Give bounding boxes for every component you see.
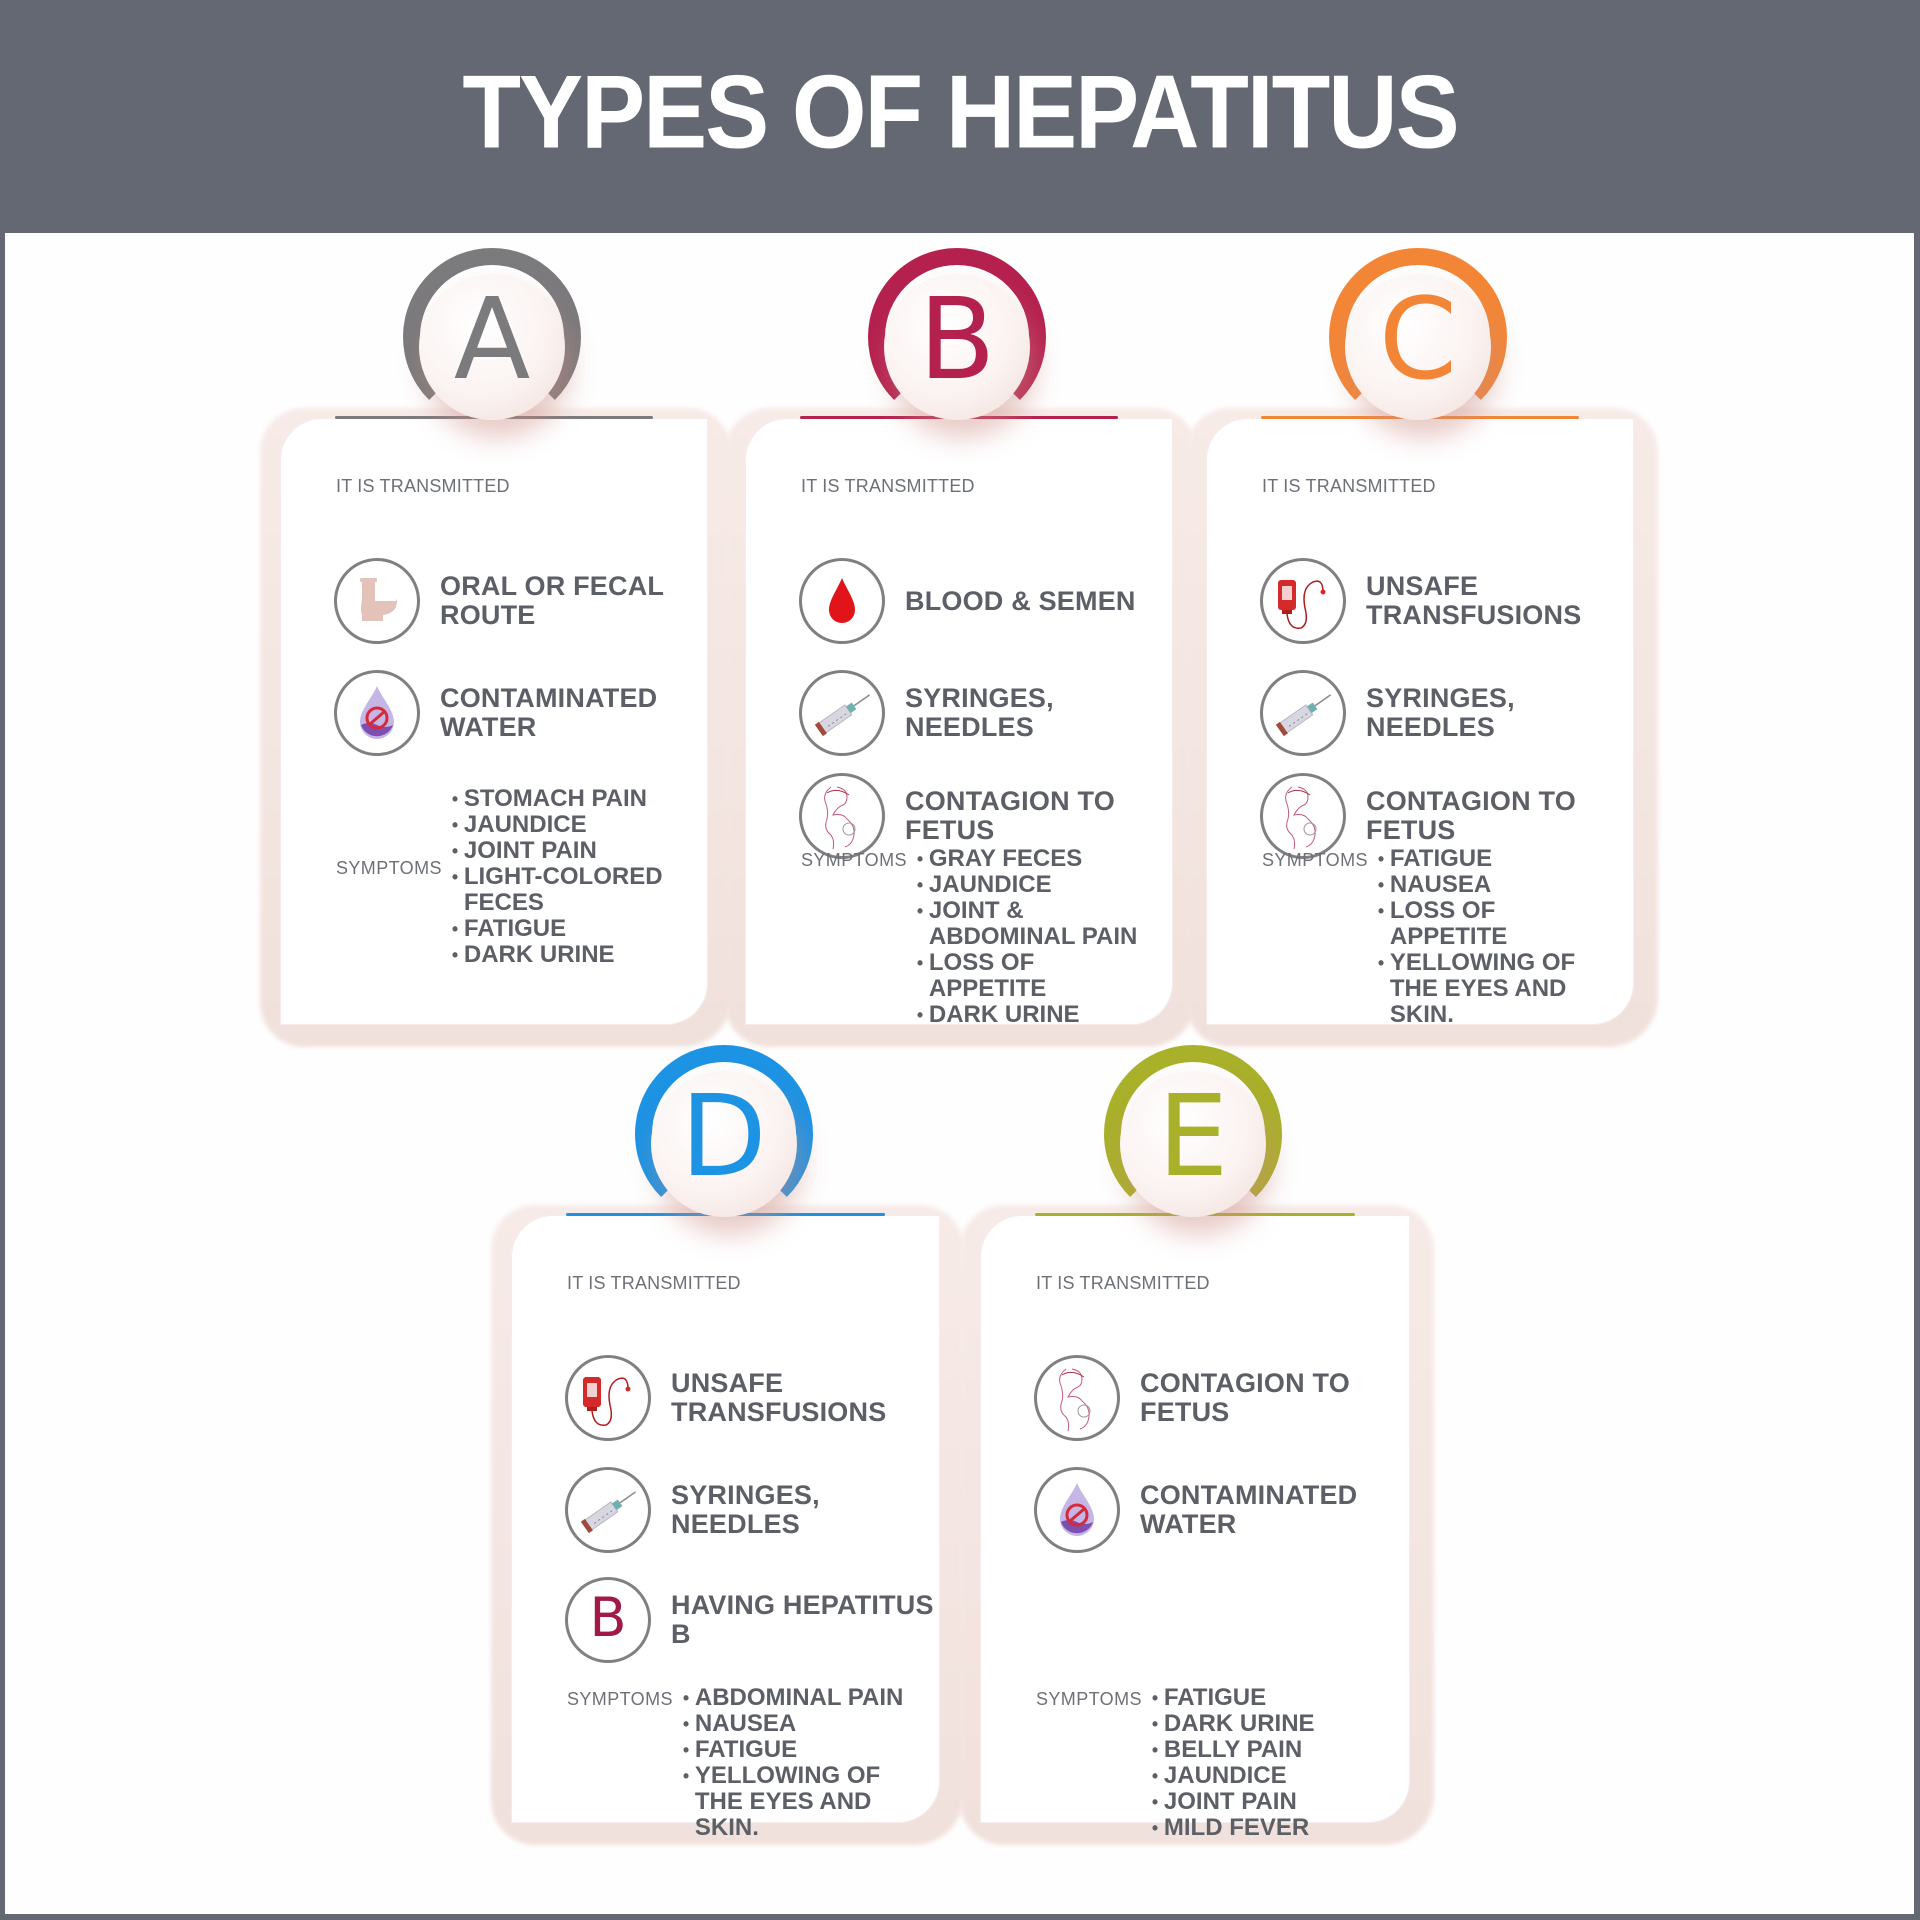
badge-letter: A <box>453 275 531 405</box>
symptom-list <box>452 786 682 968</box>
symptom-item: • LOSS OF APPETITE <box>917 950 1157 1002</box>
page-title: TYPES OF HEPATITUS <box>462 54 1458 170</box>
syringe-icon <box>565 1467 651 1553</box>
hepatitis-card-c <box>1206 275 1634 1028</box>
transmission-item <box>799 558 1175 644</box>
badge-disc <box>884 274 1030 420</box>
transmission-item <box>1034 1355 1410 1441</box>
symptoms-block <box>567 1685 913 1841</box>
symptoms-block <box>801 846 1157 1028</box>
badge-disc <box>1345 274 1491 420</box>
transmitted-label: IT IS TRANSMITTED <box>801 476 975 496</box>
transmitted-label: IT IS TRANSMITTED <box>567 1273 741 1293</box>
transmission-text: BLOOD & SEMEN <box>905 585 1136 616</box>
transmission-item <box>334 670 710 756</box>
transmission-item <box>1034 1467 1410 1553</box>
toilet-icon <box>334 558 420 644</box>
hepatitis-card-d <box>511 1072 940 1841</box>
letter-b-icon: B <box>565 1577 651 1663</box>
badge-letter: C <box>1378 275 1458 405</box>
blood-bag-icon <box>1260 558 1346 644</box>
letter-badge <box>1104 1045 1282 1223</box>
badge-letter: D <box>680 1072 767 1202</box>
syringe-icon <box>799 670 885 756</box>
transmission-text: ORAL OR FECAL ROUTE <box>440 571 664 630</box>
transmission-text: UNSAFE TRANSFUSIONS <box>1366 571 1582 630</box>
letter-badge <box>403 248 581 426</box>
transmission-text: CONTAGION TO FETUS <box>905 786 1115 845</box>
syringe-icon <box>1260 670 1346 756</box>
symptom-item: • FATIGUE <box>683 1737 913 1763</box>
blood-bag-icon <box>565 1355 651 1441</box>
transmitted-label: IT IS TRANSMITTED <box>1262 476 1436 496</box>
symptom-item: • JOINT PAIN <box>452 838 682 864</box>
symptoms-label: SYMPTOMS <box>336 858 442 878</box>
transmission-text: CONTAGION TO FETUS <box>1140 1368 1350 1427</box>
transmission-text: SYRINGES, NEEDLES <box>671 1480 820 1539</box>
hepatitis-card-e <box>980 1072 1410 1841</box>
symptom-item: • STOMACH PAIN <box>452 786 682 812</box>
transmission-item <box>565 1577 941 1663</box>
transmission-item <box>565 1355 941 1441</box>
symptom-item: • JAUNDICE <box>1152 1763 1382 1789</box>
transmission-item <box>334 558 710 644</box>
hepatitis-card-b <box>745 275 1173 1028</box>
symptom-list <box>1378 846 1608 1028</box>
page-header <box>0 0 1920 233</box>
symptom-item: • ABDOMINAL PAIN <box>683 1685 913 1711</box>
symptom-item: • JAUNDICE <box>917 872 1157 898</box>
transmission-item <box>799 670 1175 756</box>
symptom-item: • DARK URINE <box>452 942 682 968</box>
symptoms-block <box>336 786 682 968</box>
symptoms-block <box>1036 1685 1382 1841</box>
letter-badge <box>868 248 1046 426</box>
transmission-text: SYRINGES, NEEDLES <box>1366 683 1515 742</box>
symptom-item: • YELLOWING OF THE EYES AND SKIN. <box>1378 950 1608 1028</box>
contaminated-water-icon <box>334 670 420 756</box>
transmission-text: HAVING HEPATITUS B <box>671 1590 934 1649</box>
transmission-item <box>565 1467 941 1553</box>
contaminated-water-icon <box>1034 1467 1120 1553</box>
symptom-item: • JOINT PAIN <box>1152 1789 1382 1815</box>
transmission-text: CONTAMINATED WATER <box>440 683 658 742</box>
symptom-item: • NAUSEA <box>683 1711 913 1737</box>
symptom-item: • BELLY PAIN <box>1152 1737 1382 1763</box>
symptoms-label: SYMPTOMS <box>567 1689 673 1709</box>
symptom-list <box>917 846 1157 1028</box>
transmitted-label: IT IS TRANSMITTED <box>1036 1273 1210 1293</box>
badge-letter: B <box>918 275 996 405</box>
badge-letter: E <box>1157 1072 1229 1202</box>
transmission-text: CONTAMINATED WATER <box>1140 1480 1358 1539</box>
symptom-item: • YELLOWING OF THE EYES AND SKIN. <box>683 1763 913 1841</box>
symptom-item: • JOINT & ABDOMINAL PAIN <box>917 898 1157 950</box>
badge-disc <box>651 1071 797 1217</box>
symptom-item: • LOSS OF APPETITE <box>1378 898 1608 950</box>
badge-disc <box>1120 1071 1266 1217</box>
symptoms-label: SYMPTOMS <box>1036 1689 1142 1709</box>
symptom-item: • MILD FEVER <box>1152 1815 1382 1841</box>
symptoms-label: SYMPTOMS <box>1262 850 1368 870</box>
pregnant-woman-icon <box>1034 1355 1120 1441</box>
transmission-text: SYRINGES, NEEDLES <box>905 683 1054 742</box>
transmitted-label: IT IS TRANSMITTED <box>336 476 510 496</box>
symptom-item: • LIGHT-COLORED FECES <box>452 864 682 916</box>
badge-disc <box>419 274 565 420</box>
transmission-item <box>1260 670 1636 756</box>
symptom-item: • FATIGUE <box>452 916 682 942</box>
transmission-item <box>1260 558 1636 644</box>
symptoms-label: SYMPTOMS <box>801 850 907 870</box>
symptom-item: • JAUNDICE <box>452 812 682 838</box>
letter-badge <box>635 1045 813 1223</box>
transmission-text: CONTAGION TO FETUS <box>1366 786 1576 845</box>
symptom-item: • NAUSEA <box>1378 872 1608 898</box>
symptoms-block <box>1262 846 1608 1028</box>
hepatitis-card-a <box>280 275 708 1025</box>
symptom-list <box>683 1685 913 1841</box>
letter-badge <box>1329 248 1507 426</box>
symptom-item: • DARK URINE <box>1152 1711 1382 1737</box>
blood-drop-icon <box>799 558 885 644</box>
symptom-item: • DARK URINE <box>917 1002 1157 1028</box>
symptom-item: • FATIGUE <box>1152 1685 1382 1711</box>
transmission-text: UNSAFE TRANSFUSIONS <box>671 1368 887 1427</box>
infographic-canvas <box>5 233 1914 1914</box>
symptom-list <box>1152 1685 1382 1841</box>
symptom-item: • FATIGUE <box>1378 846 1608 872</box>
symptom-item: • GRAY FECES <box>917 846 1157 872</box>
